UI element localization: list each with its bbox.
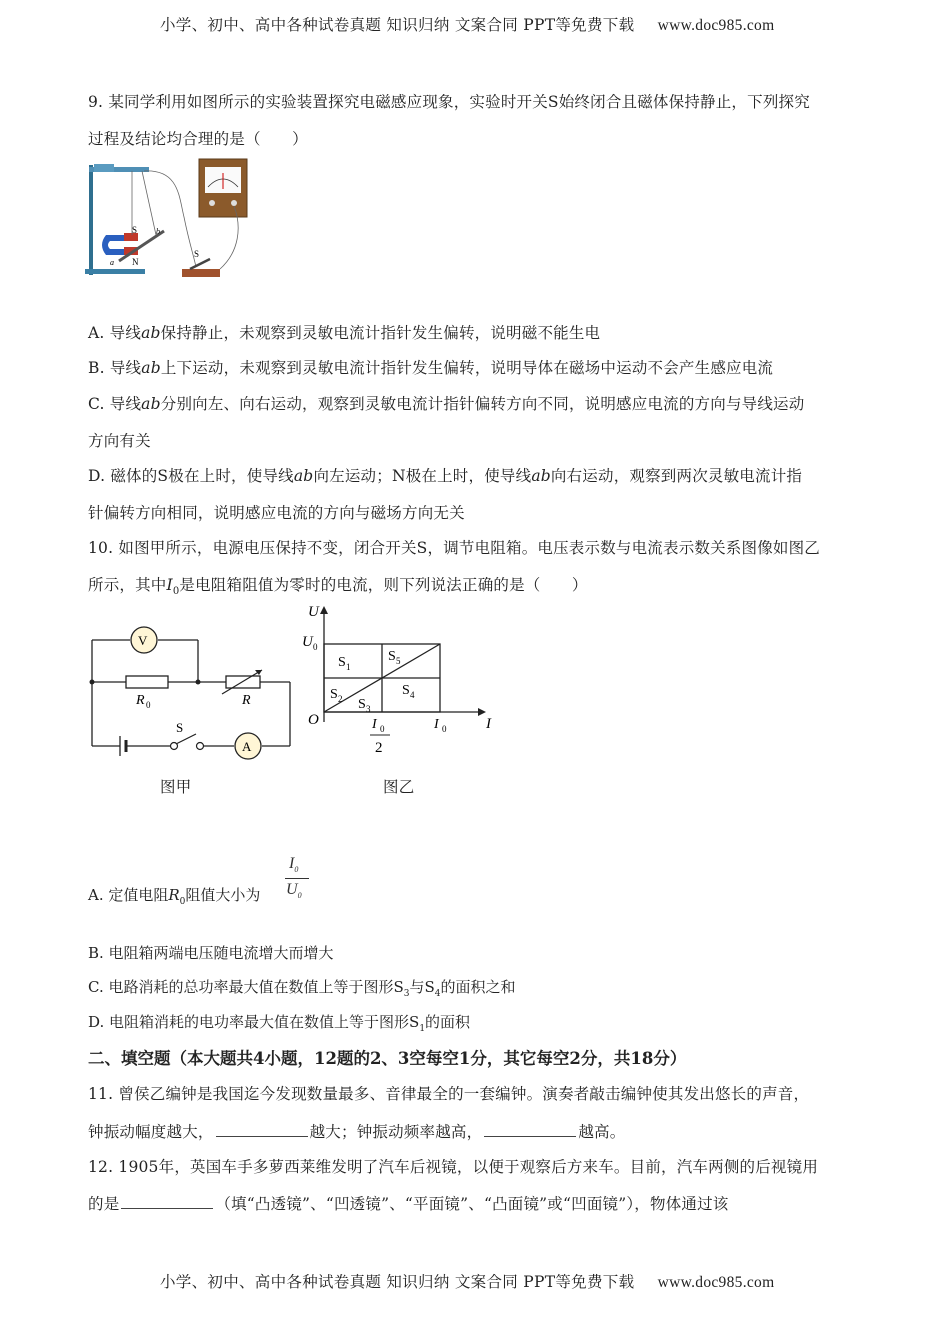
svg-text:S: S [358, 697, 366, 712]
svg-text:V: V [138, 633, 148, 648]
switch-lever [190, 259, 210, 269]
q9-option-c-cont: 方向有关 [88, 432, 151, 450]
fraction-bar [285, 878, 309, 879]
footer-url[interactable]: www.doc985.com [657, 1274, 775, 1291]
caption-yi: 图乙 [383, 778, 415, 796]
svg-text:U: U [302, 634, 313, 650]
svg-text:0: 0 [380, 724, 385, 734]
header-text: 小学、初中、高中各种试卷真题 知识归纳 文案合同 PPT等免费下载 [160, 16, 635, 34]
label-s: S [132, 225, 138, 235]
page-footer [160, 1270, 774, 1292]
svg-text:I: I [486, 716, 491, 732]
fraction-denominator: $U_0$ [286, 881, 302, 901]
svg-text:S: S [330, 687, 338, 702]
q10-option-c[interactable]: C. 电路消耗的总功率最大值在数值上等于图形$S_3$与$S_4$的面积之和 [88, 978, 516, 999]
label-a: a [110, 258, 114, 267]
q10-option-b[interactable]: B. 电阻箱两端电压随电流增大而增大 [88, 944, 334, 962]
q10-option-a[interactable]: A. 定值电阻$R_0$阻值大小为 [88, 886, 261, 907]
resistor-r0 [126, 676, 168, 688]
q9-option-b[interactable]: B. 导线ab上下运动，未观察到灵敏电流计指针发生偏转，说明导体在磁场中运动不会产生感应电流 [88, 359, 774, 377]
svg-text:R: R [136, 693, 145, 708]
q12-line1: 12. 1905年，英国车手多萝西莱维发明了汽车后视镜，以便于观察后方来车。目前，汽车两侧的后视镜用 [88, 1158, 819, 1176]
svg-text:I: I [372, 717, 377, 732]
header-url[interactable]: www.doc985.com [657, 17, 775, 34]
q9-option-a[interactable]: A. 导线ab保持静止，未观察到灵敏电流计指针发生偏转，说明磁不能生电 [88, 324, 601, 342]
section-title: 二、填空题（本大题共4小题，12题的2、3空每空1分，其它每空2分，共18分） [88, 1049, 687, 1068]
q11-line2: 钟振动幅度越大， 越大；钟振动频率越高， 越高。 [88, 1123, 626, 1141]
svg-text:0: 0 [313, 642, 318, 652]
footer-text: 小学、初中、高中各种试卷真题 知识归纳 文案合同 PPT等免费下载 [160, 1273, 635, 1291]
svg-text:U: U [308, 604, 319, 620]
u-i-graph [300, 602, 510, 772]
svg-text:3: 3 [366, 704, 371, 714]
q9-option-d-cont: 针偏转方向相同，说明感应电流的方向与磁场方向无关 [88, 504, 465, 522]
svg-text:S: S [338, 655, 346, 670]
svg-text:2: 2 [338, 694, 343, 704]
svg-text:S: S [176, 720, 184, 735]
circuit-diagram [86, 620, 298, 802]
q12-line2: 的是 （填“凸透镜”、“凹透镜”、“平面镜”、“凸面镜”或“凹面镜”），物体通过该 [88, 1195, 729, 1213]
stand-base [85, 269, 145, 274]
stand-pole [89, 165, 93, 275]
svg-text:A: A [242, 739, 252, 754]
svg-text:0: 0 [146, 700, 151, 710]
q10-stem-line2: 所示，其中$I_0$是电阻箱阻值为零时的电流，则下列说法正确的是（ ） [88, 576, 588, 598]
q9-option-d[interactable]: D. 磁体的S极在上时，使导线ab向左运动；N极在上时，使导线ab向右运动，观察到两次灵敏电流计指 [88, 467, 803, 485]
q9-experiment-figure [84, 157, 254, 285]
svg-text:4: 4 [410, 690, 415, 700]
label-b: b [156, 227, 160, 236]
q9-stem-line2: 过程及结论均合理的是（ ） [88, 130, 308, 148]
svg-text:0: 0 [442, 724, 447, 734]
blank-2[interactable] [484, 1124, 576, 1137]
caption-jia: 图甲 [160, 778, 192, 796]
svg-text:2: 2 [375, 740, 383, 756]
q9-option-c[interactable]: C. 导线ab分别向左、向右运动，观察到灵敏电流计指针偏转方向不同，说明感应电流的方向与导线运动 [88, 395, 805, 413]
svg-text:S: S [388, 649, 396, 664]
svg-text:S: S [402, 683, 410, 698]
blank-3[interactable] [121, 1196, 213, 1209]
switch-base [182, 269, 220, 277]
q10-option-d[interactable]: D. 电阻箱消耗的电功率最大值在数值上等于图形$S_1$的面积 [88, 1013, 471, 1034]
svg-text:1: 1 [346, 662, 351, 672]
svg-text:I: I [434, 717, 439, 732]
fraction-numerator: $I_0$ [289, 855, 299, 875]
svg-text:O: O [308, 712, 319, 728]
label-n: N [132, 257, 139, 267]
q10-stem-line1: 10. 如图甲所示，电源电压保持不变，闭合开关S，调节电阻箱。电压表示数与电流表示数关系图像如图乙 [88, 539, 820, 557]
blank-1[interactable] [216, 1124, 308, 1137]
label-switch-s: S [194, 249, 200, 259]
q9-stem-line1: 9. 某同学利用如图所示的实验装置探究电磁感应现象，实验时开关S始终闭合且磁体保持静止，下列探究 [88, 93, 810, 111]
svg-text:R: R [242, 693, 251, 708]
page-header [160, 13, 774, 35]
svg-text:5: 5 [396, 656, 401, 666]
q11-line1: 11. 曾侯乙编钟是我国迄今发现数量最多、音律最全的一套编钟。演奏者敲击编钟使其发出悠长的声音， [88, 1085, 810, 1103]
